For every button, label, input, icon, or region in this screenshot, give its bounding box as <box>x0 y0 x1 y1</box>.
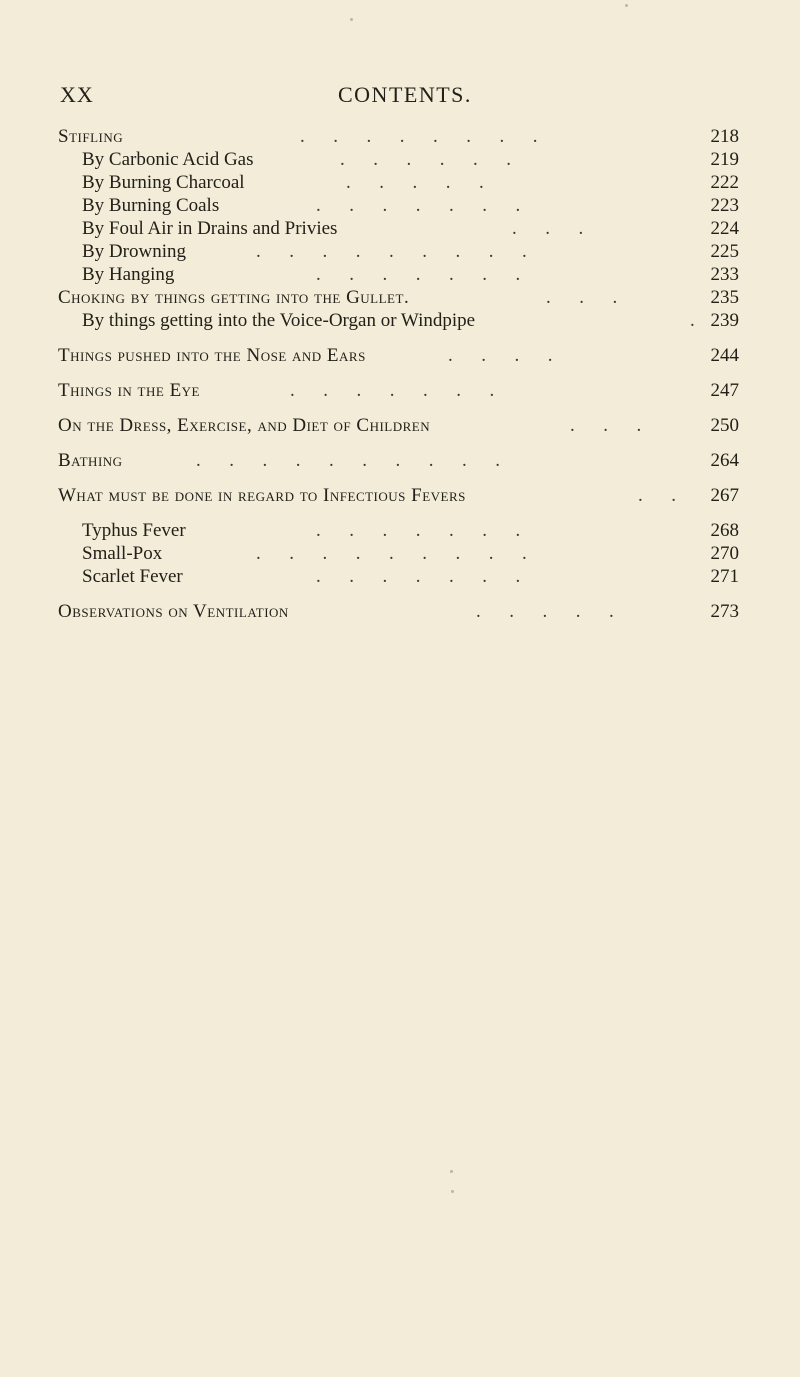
toc-entry-label: By Burning Charcoal <box>82 172 245 193</box>
toc-entry-label: What must be done in regard to Infectious Fevers <box>58 485 466 506</box>
toc-entry-label: Things in the Eye <box>58 380 201 401</box>
toc-entry-label: By Foul Air in Drains and Privies <box>82 218 338 239</box>
toc-page-number: 250 <box>710 415 739 436</box>
toc-entry <box>0 194 800 217</box>
paper-speck <box>625 4 628 7</box>
toc-page-number: 273 <box>710 601 739 622</box>
dot-leader: . . . . <box>448 345 553 366</box>
dot-leader: . . . <box>512 218 584 239</box>
toc-entry <box>0 263 800 286</box>
dot-leader: . . . . . <box>346 172 484 193</box>
dot-leader: . . . <box>570 415 642 436</box>
toc-entry <box>0 344 800 367</box>
toc-entry-label: By Burning Coals <box>82 195 220 216</box>
toc-entry-label: On the Dress, Exercise, and Diet of Children <box>58 415 431 436</box>
dot-leader: . . . . . . . <box>316 195 521 216</box>
toc-entry-label: Stifling <box>58 126 124 147</box>
toc-page-number: 267 <box>710 485 739 506</box>
toc-page-number: 224 <box>710 218 739 239</box>
toc-entry-label: Things pushed into the Nose and Ears <box>58 345 366 366</box>
toc-entry-label: By things getting into the Voice-Organ or Windpipe <box>82 310 476 331</box>
toc-page-number: 219 <box>710 149 739 170</box>
dot-leader: . . . . . . . <box>316 520 521 541</box>
toc-entry <box>0 240 800 263</box>
toc-page-number: 264 <box>710 450 739 471</box>
toc-entry-label: Scarlet Fever <box>82 566 183 587</box>
toc-page-number: 271 <box>710 566 739 587</box>
toc-entry <box>0 600 800 623</box>
toc-entry <box>0 148 800 171</box>
toc-page-number: 218 <box>710 126 739 147</box>
toc-entry-label-text: Choking by things getting into the Gullet <box>58 287 404 308</box>
toc-page-number: 233 <box>710 264 739 285</box>
toc-page-number: 223 <box>710 195 739 216</box>
page-title: CONTENTS. <box>338 82 472 107</box>
toc-entry <box>0 171 800 194</box>
toc-page-number: 247 <box>710 380 739 401</box>
toc-entry-label: Small-Pox <box>82 543 163 564</box>
running-head <box>60 82 760 110</box>
dot-leader: . . . . . . <box>340 149 511 170</box>
dot-leader: . . . . . . . . . . <box>196 450 500 471</box>
toc-entry <box>0 449 800 472</box>
toc-entry-label: By Hanging <box>82 264 175 285</box>
toc-entry-label: By Carbonic Acid Gas <box>82 149 254 170</box>
toc-entry <box>0 565 800 588</box>
dot-leader: . . . . . . . <box>316 264 521 285</box>
toc-page-number: 244 <box>710 345 739 366</box>
dot-leader: . . . . . . . <box>316 566 521 587</box>
toc-page-number: 225 <box>710 241 739 262</box>
paper-speck <box>451 1190 454 1193</box>
toc-entry <box>0 286 800 309</box>
toc-entry <box>0 542 800 565</box>
toc-page-number: 239 <box>710 310 739 331</box>
toc-entry <box>0 519 800 542</box>
paper-speck <box>350 18 353 21</box>
toc-entry-label: Bathing <box>58 450 123 471</box>
toc-entry-label: Observations on Ventilation <box>58 601 289 622</box>
toc-entry-label: Choking by things getting into the Gullet. <box>58 287 409 308</box>
toc-entry <box>0 379 800 402</box>
toc-entry <box>0 217 800 240</box>
toc-entry-label: By Drowning <box>82 241 186 262</box>
toc-entry <box>0 309 800 332</box>
table-of-contents <box>0 125 800 623</box>
paper-speck <box>450 1170 453 1173</box>
dot-leader: . . . . . . . . . <box>256 543 527 564</box>
dot-leader: . . . <box>546 287 618 308</box>
toc-page-number: 270 <box>710 543 739 564</box>
toc-page-number: 222 <box>710 172 739 193</box>
toc-entry-label: Typhus Fever <box>82 520 186 541</box>
dot-leader: . . . . . . . . . <box>256 241 527 262</box>
toc-entry <box>0 414 800 437</box>
toc-page-number: 235 <box>710 287 739 308</box>
dot-leader: . . . . . . . <box>290 380 495 401</box>
page-folio: XX <box>60 82 94 107</box>
toc-entry <box>0 125 800 148</box>
toc-page-number: 268 <box>710 520 739 541</box>
toc-entry <box>0 484 800 507</box>
dot-leader: . <box>690 310 695 331</box>
dot-leader: . . . . . . . . <box>300 126 538 147</box>
dot-leader: . . <box>638 485 676 506</box>
dot-leader: . . . . . <box>476 601 614 622</box>
